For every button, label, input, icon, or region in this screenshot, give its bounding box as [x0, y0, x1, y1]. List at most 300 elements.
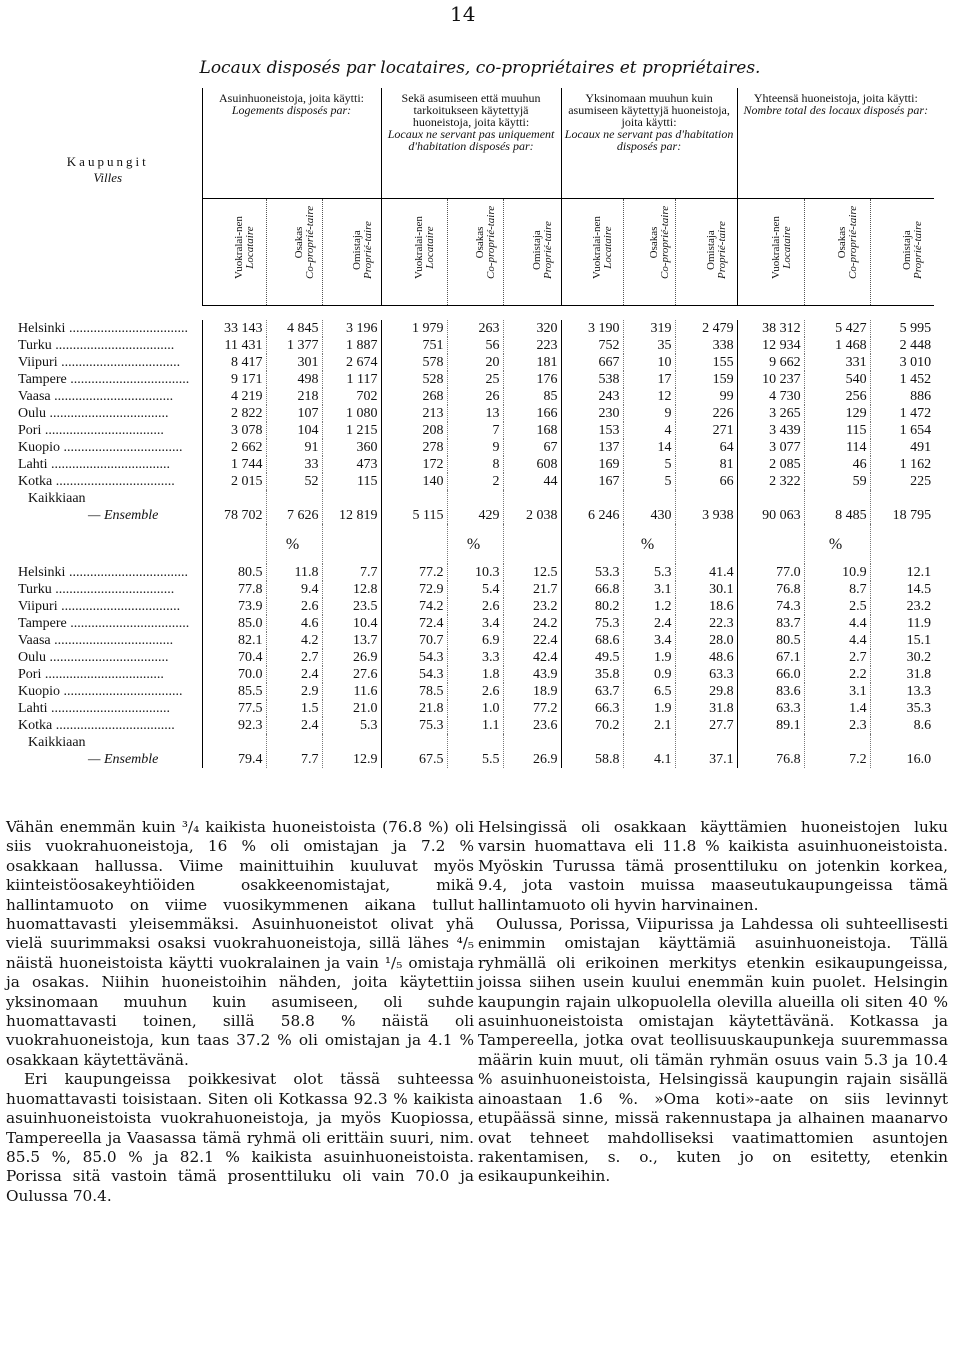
table-cell: 751 [381, 337, 447, 354]
city-header-fi: Kaupungit [66, 154, 149, 169]
percent-marker-cell [561, 524, 623, 564]
table-cell: 5 [623, 456, 675, 473]
table-cell: 20 [447, 354, 503, 371]
table-cell: 44 [503, 473, 561, 490]
row-label: Pori .................................. [18, 423, 164, 438]
table-cell: 27.6 [322, 666, 381, 683]
table-cell: 13 [447, 405, 503, 422]
table-cell: 1 452 [870, 371, 934, 388]
table-cell: 27.7 [675, 717, 737, 734]
table-cell: 2 674 [322, 354, 381, 371]
table-cell: 114 [804, 439, 870, 456]
table-cell: 23.2 [870, 598, 934, 615]
sub-header-cell [675, 199, 737, 306]
sub-header-fi: Omistaja [705, 230, 718, 270]
row-label: Kuopio .................................. [18, 684, 183, 699]
table-cell: 38 312 [737, 320, 804, 337]
table-row [14, 456, 934, 473]
table-cell: 67.1 [737, 649, 804, 666]
row-label: Lahti .................................. [18, 701, 171, 716]
row-label: Helsinki .................................. [18, 321, 188, 336]
table-cell: 10.3 [447, 564, 503, 581]
table-row [14, 405, 934, 422]
row-label: Helsinki .................................. [18, 565, 188, 580]
table-row [14, 581, 934, 598]
percent-sign: % [266, 524, 322, 564]
table-cell: 18 795 [870, 490, 934, 524]
table-cell: 12 819 [322, 490, 381, 524]
table-row [14, 632, 934, 649]
total-label-fr: — Ensemble [88, 752, 159, 767]
table-cell: 66.3 [561, 700, 623, 717]
sub-header-fr: Co-proprié-taire [659, 205, 672, 279]
sub-header-fr: Proprié-taire [912, 221, 925, 279]
table-cell: 2.9 [266, 683, 322, 700]
sub-header-fr: Locataire [780, 226, 793, 269]
percent-sign: % [623, 524, 675, 564]
table-cell: 5.5 [447, 734, 503, 768]
table-cell: 3.1 [804, 683, 870, 700]
group-header-fr: Nombre total des locaux disposés par: [743, 103, 929, 117]
table-cell: 25 [447, 371, 503, 388]
table-cell: 76.8 [737, 581, 804, 598]
table-cell: 64 [675, 439, 737, 456]
table-cell: 1 080 [322, 405, 381, 422]
table-cell: 5 427 [804, 320, 870, 337]
table-cell: 176 [503, 371, 561, 388]
sub-header-label [414, 216, 436, 279]
group-header-fi: Yhteensä huoneistoja, joita käytti: [753, 91, 918, 105]
sub-header-cell [322, 199, 381, 306]
table-cell: 53.3 [561, 564, 623, 581]
table-cell: 77.5 [202, 700, 266, 717]
table-row [14, 598, 934, 615]
group-header-fr: Locaux ne servant pas d'habitation disposés par: [564, 127, 734, 153]
row-label [14, 734, 202, 768]
table-cell: 1.9 [623, 649, 675, 666]
table-cell: 9 171 [202, 371, 266, 388]
table-cell: 268 [381, 388, 447, 405]
table-cell: 271 [675, 422, 737, 439]
sub-header-label [352, 221, 374, 279]
table-cell: 10 [623, 354, 675, 371]
table-cell: 3 439 [737, 422, 804, 439]
table-cell: 33 143 [202, 320, 266, 337]
table-cell: 70.4 [202, 649, 266, 666]
sub-header-fi: Osakas [648, 226, 661, 259]
city-name: Lahti [18, 701, 48, 716]
table-row [14, 439, 934, 456]
table-cell: 77.0 [737, 564, 804, 581]
row-label: Turku .................................. [18, 338, 175, 353]
table-cell: 1.4 [804, 700, 870, 717]
sub-header-fi: Vuokralai-nen [769, 216, 782, 279]
table-cell: 46 [804, 456, 870, 473]
table-cell: 54.3 [381, 649, 447, 666]
table-cell: 1 887 [322, 337, 381, 354]
spacer-row [14, 306, 934, 321]
sub-header-label [294, 206, 316, 279]
table-cell: 2.6 [447, 598, 503, 615]
table-cell: 166 [503, 405, 561, 422]
sub-header-fr: Proprié-taire [716, 221, 729, 279]
sub-header-fi: Vuokralai-nen [591, 216, 604, 279]
table-cell: 4.4 [804, 632, 870, 649]
table-cell: 2 479 [675, 320, 737, 337]
table-cell: 92.3 [202, 717, 266, 734]
sub-header-fi: Omistaja [531, 230, 544, 270]
table-cell: 429 [447, 490, 503, 524]
table-cell: 74.3 [737, 598, 804, 615]
table-cell: 752 [561, 337, 623, 354]
percent-sign: % [447, 524, 503, 564]
table-row [14, 717, 934, 734]
table-row [14, 337, 934, 354]
table-cell: 1 744 [202, 456, 266, 473]
row-label: Viipuri .................................. [18, 355, 181, 370]
table-row [14, 615, 934, 632]
housing-table [14, 88, 934, 768]
table-cell: 4 219 [202, 388, 266, 405]
city-name: Turku [18, 338, 52, 353]
table-cell: 2 822 [202, 405, 266, 422]
table-cell: 82.1 [202, 632, 266, 649]
table-cell: 80.2 [561, 598, 623, 615]
table-cell: 159 [675, 371, 737, 388]
sub-header-label [837, 206, 859, 279]
table-cell: 81 [675, 456, 737, 473]
table-cell: 4.4 [804, 615, 870, 632]
table-cell: 35 [623, 337, 675, 354]
group-header-dwellings [202, 88, 381, 199]
sub-header-cell [870, 199, 934, 306]
table-cell: 13.3 [870, 683, 934, 700]
table-cell: 10 237 [737, 371, 804, 388]
table-cell: 153 [561, 422, 623, 439]
group-header-non-dwelling [561, 88, 737, 199]
table-cell: 30.2 [870, 649, 934, 666]
table-cell: 56 [447, 337, 503, 354]
table-row [14, 564, 934, 581]
table-cell: 167 [561, 473, 623, 490]
table-cell: 1 654 [870, 422, 934, 439]
table-cell: 104 [266, 422, 322, 439]
table-cell: 5 995 [870, 320, 934, 337]
table-cell: 1.8 [447, 666, 503, 683]
row-label: Kuopio .................................. [18, 440, 183, 455]
table-row [14, 320, 934, 337]
city-name: Vaasa [18, 633, 51, 648]
table-cell: 208 [381, 422, 447, 439]
sub-header-fi: Osakas [474, 226, 487, 259]
table-cell: 6 246 [561, 490, 623, 524]
table-cell: 6.9 [447, 632, 503, 649]
table-cell: 70.0 [202, 666, 266, 683]
table-cell: 140 [381, 473, 447, 490]
sub-header-fr: Locataire [244, 226, 256, 269]
table-cell: 155 [675, 354, 737, 371]
table-cell: 169 [561, 456, 623, 473]
city-name: Oulu [18, 650, 46, 665]
table-cell: 2.7 [266, 649, 322, 666]
group-header-total [737, 88, 934, 199]
table-cell: 76.8 [737, 734, 804, 768]
table-cell: 3.4 [447, 615, 503, 632]
table-cell: 2.1 [623, 717, 675, 734]
table-cell: 4.1 [623, 734, 675, 768]
table-cell: 79.4 [202, 734, 266, 768]
table-cell: 107 [266, 405, 322, 422]
table-row [14, 371, 934, 388]
table-cell: 21.8 [381, 700, 447, 717]
table-cell: 7 626 [266, 490, 322, 524]
sub-header-fi: Osakas [293, 226, 305, 259]
table-cell: 30.1 [675, 581, 737, 598]
row-label: Tampere .................................. [18, 616, 190, 631]
table-cell: 26.9 [322, 649, 381, 666]
sub-header-cell [737, 199, 804, 306]
table-cell: 59 [804, 473, 870, 490]
group-header-fi: Asuinhuoneistoja, joita käytti: [219, 91, 364, 105]
table-cell: 21.7 [503, 581, 561, 598]
table-cell: 31.8 [870, 666, 934, 683]
table-row [14, 683, 934, 700]
table-cell: 11.6 [322, 683, 381, 700]
city-name: Tampere [18, 372, 67, 387]
table-cell: 13.7 [322, 632, 381, 649]
table-cell: 2 322 [737, 473, 804, 490]
sub-header-label [592, 216, 614, 279]
sub-header-fr: Proprié-taire [361, 221, 374, 279]
body-paragraph: Vähän enemmän kuin ³/₄ kaikista huoneistoista (76.8 %) oli siis vuokrahuoneistoja, 16 % oli omistajan ja 7.2 % osakkaan hallussa. Viime mainittuihin kuuluvat myös kiinteistöosakeyhtiöiden osakkeenomistajat, mikä hallintamuoto on viime vuosikymmenen aikana tullut huomattavasti yleisemmäksi. Asuinhuoneistot olivat yhä vielä suurimmaksi osaksi vuokrahuoneistoja, sillä lähes ⁴/₅ näistä huoneistoista käytti vuokralainen ja vain ¹/₅ omistaja ja osakas. Niihin huoneistoihin nähden, joita käytettiin yksinomaan muuhun kuin asumiseen, oli suhde huomattavasti toinen, sillä 58.8 % näistä oli vuokrahuoneistoja, kun taas 37.2 % oli omistajan ja 4.1 % osakkaan käytettävänä. [6, 818, 474, 1069]
table-cell: 43.9 [503, 666, 561, 683]
table-cell: 115 [322, 473, 381, 490]
table-cell: 4 845 [266, 320, 322, 337]
table-cell: 14 [623, 439, 675, 456]
row-label: Tampere .................................. [18, 372, 190, 387]
table-cell: 77.2 [381, 564, 447, 581]
table-cell: 73.9 [202, 598, 266, 615]
table-cell: 4 [623, 422, 675, 439]
sub-header-fr: Co-proprié-taire [847, 205, 860, 279]
table-cell: 3 196 [322, 320, 381, 337]
city-name: Kotka [18, 474, 53, 489]
table-cell: 2 038 [503, 490, 561, 524]
table-cell: 320 [503, 320, 561, 337]
table-cell: 12.1 [870, 564, 934, 581]
table-cell: 3 010 [870, 354, 934, 371]
row-label: Oulu .................................. [18, 406, 169, 421]
row-label: Vaasa .................................. [18, 633, 174, 648]
table-cell: 5.3 [322, 717, 381, 734]
table-cell: 1 468 [804, 337, 870, 354]
table-cell: 2 [447, 473, 503, 490]
table-cell: 218 [266, 388, 322, 405]
sub-header-label [771, 216, 793, 279]
table-cell: 181 [503, 354, 561, 371]
table-cell: 14.5 [870, 581, 934, 598]
total-row [14, 734, 934, 768]
sub-header-label [706, 221, 728, 279]
table-cell: 9.4 [266, 581, 322, 598]
table-cell: 1.9 [623, 700, 675, 717]
table-cell: 2.5 [804, 598, 870, 615]
table-cell: 21.0 [322, 700, 381, 717]
row-label: Turku .................................. [18, 582, 175, 597]
table-cell: 91 [266, 439, 322, 456]
table-cell: 12.9 [322, 734, 381, 768]
city-name: Oulu [18, 406, 46, 421]
table-cell: 498 [266, 371, 322, 388]
table-cell: 3 190 [561, 320, 623, 337]
sub-header-cell [623, 199, 675, 306]
table-cell: 3.1 [623, 581, 675, 598]
table-cell: 68.6 [561, 632, 623, 649]
table-cell: 22.4 [503, 632, 561, 649]
table-cell: 263 [447, 320, 503, 337]
table-cell: 80.5 [202, 564, 266, 581]
table-cell: 172 [381, 456, 447, 473]
table-cell: 2 015 [202, 473, 266, 490]
table-cell: 12 [623, 388, 675, 405]
sub-header-cell [503, 199, 561, 306]
sub-header-fr: Locataire [424, 226, 437, 269]
total-row [14, 490, 934, 524]
table-cell: 10.4 [322, 615, 381, 632]
table-cell: 129 [804, 405, 870, 422]
row-label [14, 490, 202, 524]
table-cell: 26.9 [503, 734, 561, 768]
table-cell: 99 [675, 388, 737, 405]
table-cell: 230 [561, 405, 623, 422]
sub-header-fi: Vuokralai-nen [233, 216, 245, 279]
sub-header-label [234, 216, 256, 279]
table-row [14, 649, 934, 666]
table-cell: 29.8 [675, 683, 737, 700]
table-cell: 1 472 [870, 405, 934, 422]
table-cell: 7.7 [322, 564, 381, 581]
table-cell: 83.7 [737, 615, 804, 632]
table-cell: 17 [623, 371, 675, 388]
table-cell: 4.6 [266, 615, 322, 632]
sub-header-label [649, 206, 671, 279]
table-cell: 70.7 [381, 632, 447, 649]
city-name: Viipuri [18, 599, 58, 614]
sub-header-cell [561, 199, 623, 306]
table-cell: 63.3 [737, 700, 804, 717]
table-cell: 168 [503, 422, 561, 439]
table-cell: 2 085 [737, 456, 804, 473]
table-cell: 1.2 [623, 598, 675, 615]
city-name: Turku [18, 582, 52, 597]
table-cell: 9 [623, 405, 675, 422]
body-paragraph: Helsingissä oli osakkaan käyttämien huoneistojen luku varsin huomattava eli 11.8 % kaikista asuinhuoneistoista. Myöskin Turussa tämä prosenttiluku on jotenkin korkea, 9.4, jota vastoin muissa maaseutukaupungeissa tämä hallintamuoto oli hyvin harvinainen. [478, 818, 948, 914]
table-cell: 28.0 [675, 632, 737, 649]
table-cell: 8 485 [804, 490, 870, 524]
table-cell: 22.3 [675, 615, 737, 632]
city-name: Kuopio [18, 440, 60, 455]
table-cell: 1.1 [447, 717, 503, 734]
table-cell: 74.2 [381, 598, 447, 615]
total-label-fi: Kaikkiaan [28, 735, 86, 750]
city-name: Pori [18, 423, 42, 438]
table-cell: 115 [804, 422, 870, 439]
table-cell: 1 117 [322, 371, 381, 388]
sub-header-label [475, 206, 497, 279]
table-cell: 52 [266, 473, 322, 490]
sub-header-fi: Osakas [836, 226, 849, 259]
sub-header-fr: Locataire [602, 226, 615, 269]
table-cell: 18.9 [503, 683, 561, 700]
table-cell: 5 115 [381, 490, 447, 524]
table-cell: 80.5 [737, 632, 804, 649]
table-cell: 10.9 [804, 564, 870, 581]
table-cell: 8.6 [870, 717, 934, 734]
table-cell: 7 [447, 422, 503, 439]
sub-header-fi: Omistaja [350, 230, 363, 270]
table-cell: 1 979 [381, 320, 447, 337]
table-cell: 2.4 [623, 615, 675, 632]
city-name: Viipuri [18, 355, 58, 370]
sub-header-fr: Proprié-taire [542, 221, 555, 279]
table-caption: Locaux disposés par locataires, co-propriétaires et propriétaires. [199, 58, 761, 78]
row-label: Viipuri .................................. [18, 599, 181, 614]
table-cell: 2.3 [804, 717, 870, 734]
city-name: Pori [18, 667, 42, 682]
table-cell: 16.0 [870, 734, 934, 768]
sub-header-cell [447, 199, 503, 306]
table-cell: 66.0 [737, 666, 804, 683]
table-cell: 90 063 [737, 490, 804, 524]
table-cell: 1 377 [266, 337, 322, 354]
sub-header-cell [804, 199, 870, 306]
table-row [14, 473, 934, 490]
table-cell: 72.9 [381, 581, 447, 598]
table-cell: 2.4 [266, 666, 322, 683]
table-cell: 4.2 [266, 632, 322, 649]
table-cell: 15.1 [870, 632, 934, 649]
sub-header-fi: Vuokralai-nen [413, 216, 426, 279]
table-cell: 63.3 [675, 666, 737, 683]
table-cell: 49.5 [561, 649, 623, 666]
table-cell: 608 [503, 456, 561, 473]
table-cell: 540 [804, 371, 870, 388]
city-name: Helsinki [18, 321, 66, 336]
row-label: Kotka .................................. [18, 718, 175, 733]
row-label: Kotka .................................. [18, 474, 175, 489]
table-cell: 6.5 [623, 683, 675, 700]
group-header-fi: Yksinomaan muuhun kuin asumiseen käytettyjä huoneistoja, joita käytti: [568, 91, 730, 129]
table-cell: 8.7 [804, 581, 870, 598]
table-cell: 1.0 [447, 700, 503, 717]
table-cell: 2.6 [447, 683, 503, 700]
table-cell: 89.1 [737, 717, 804, 734]
table-cell: 3.4 [623, 632, 675, 649]
table-cell: 67.5 [381, 734, 447, 768]
sub-header-cell [381, 199, 447, 306]
table-cell: 338 [675, 337, 737, 354]
table-cell: 473 [322, 456, 381, 473]
table-cell: 5.4 [447, 581, 503, 598]
table-cell: 2 448 [870, 337, 934, 354]
sub-header-cell [202, 199, 266, 306]
total-label-fi: Kaikkiaan [28, 491, 86, 506]
table-cell: 3 078 [202, 422, 266, 439]
table-cell: 2.4 [266, 717, 322, 734]
total-label-fr: — Ensemble [88, 508, 159, 523]
city-name: Lahti [18, 457, 48, 472]
page-number: 14 [450, 2, 476, 26]
